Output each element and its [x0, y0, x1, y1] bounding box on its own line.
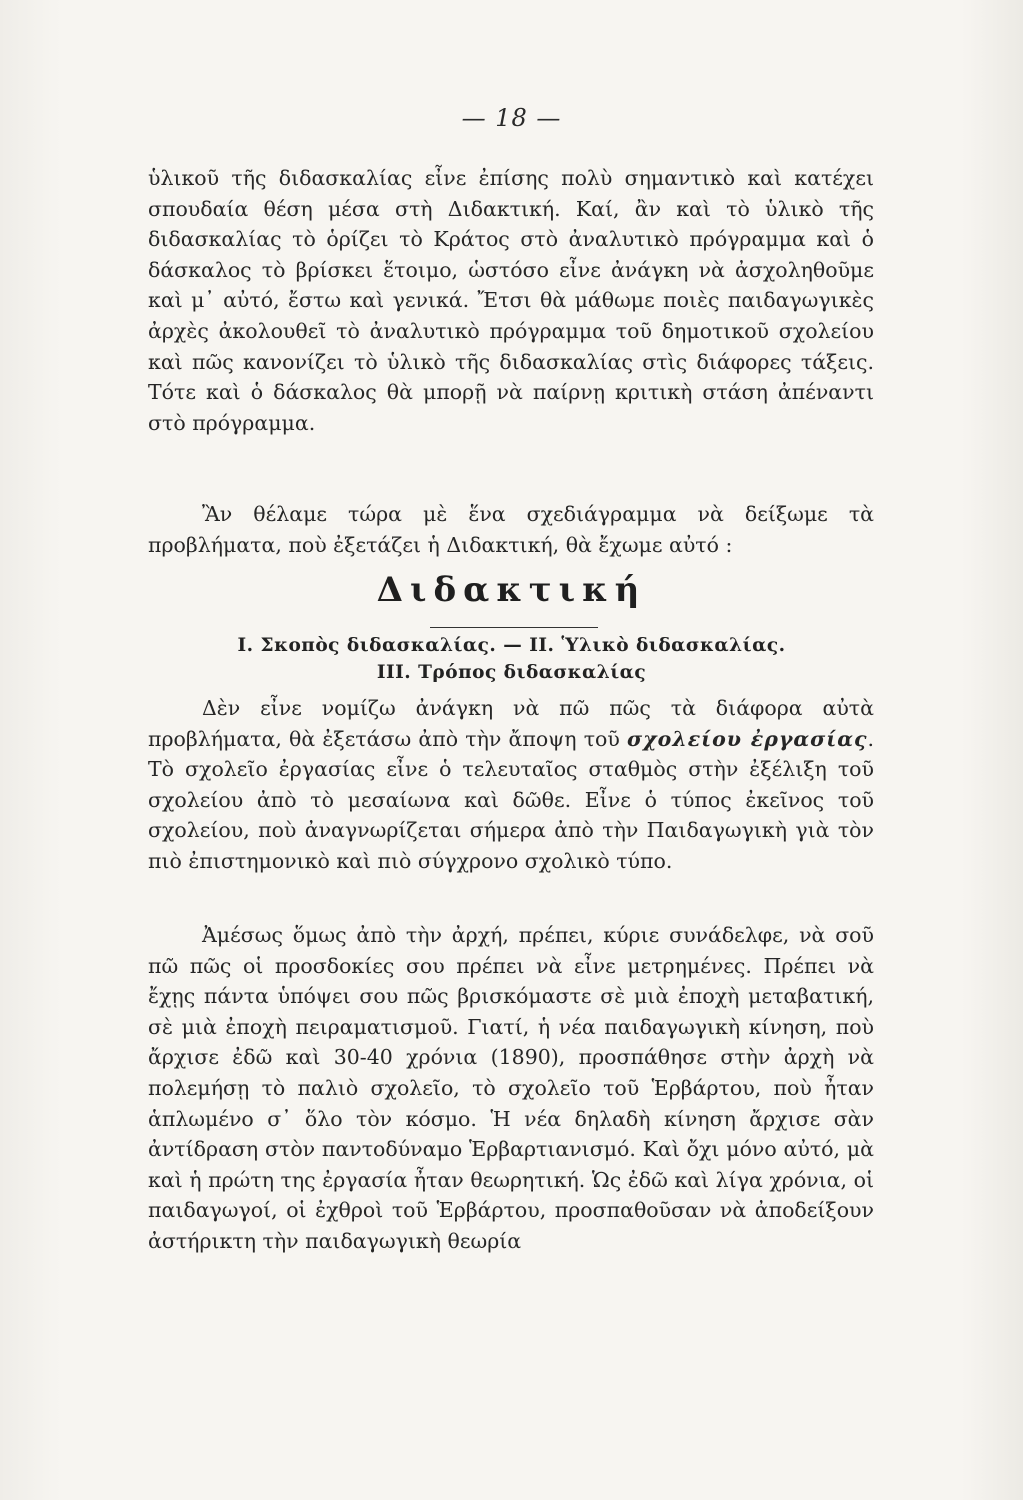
paragraph-block-3: [148, 693, 874, 877]
section-heading: Διδακτική: [376, 570, 647, 610]
paragraph-block-1: [148, 163, 874, 438]
emphasized-term: σχολείου ἐργασίας: [627, 726, 868, 751]
paragraph: Ἀμέσως ὅμως ἀπὸ τὴν ἀρχή, πρέπει, κύριε συνάδελφε, νὰ σοῦ πῶ πῶς οἱ προσδοκίες σου πρέπει νὰ εἶνε μετρημένες. Πρέπει νὰ ἔχῃς πάντα ὑπόψει σου πῶς βρισκόμαστε σὲ μιὰ ἐποχὴ μεταβατική, σὲ μιὰ ἐποχὴ πειραματισμοῦ. Γιατί, ἡ νέα παιδαγωγικὴ κίνηση, ποὺ ἄρχισε ἐδῶ καὶ 30-40 χρόνια (1890), προσπάθησε στὴν ἀρχὴ νὰ πολεμήσῃ τὸ παλιὸ σχολεῖο, τὸ σχολεῖο τοῦ Ἑρβάρτου, ποὺ ἦταν ἁπλωμένο σ᾿ ὅλο τὸν κόσμο. Ἡ νέα δηλαδὴ κίνηση ἄρχισε σὰν ἀντίδραση στὸν παντοδύναμο Ἑρβαρτιανισμό. Καὶ ὄχι μόνο αὐτό, μὰ καὶ ἡ πρώτη της ἐργασία ἦταν θεωρητική. Ὡς ἐδῶ καὶ λίγα χρόνια, οἱ παιδαγωγοί, οἱ ἐχθροὶ τοῦ Ἑρβάρτου, προσπαθοῦσαν νὰ ἀποδείξουν ἀστήρικτη τὴν παιδαγωγικὴ θεωρία: [148, 923, 874, 1253]
outline-line-1: I. Σκοπὸς διδασκαλίας. — II. Ὑλικὸ διδασκαλίας.: [237, 635, 786, 656]
page-number: — 18 —: [461, 104, 562, 132]
paragraph: ὑλικοῦ τῆς διδασκαλίας εἶνε ἐπίσης πολὺ σημαντικὸ καὶ κατέχει σπουδαία θέση μέσα στὴ Διδακτική. Καί, ἂν καὶ τὸ ὑλικὸ τῆς διδασκαλίας τὸ ὁρίζει τὸ Κράτος στὸ ἀναλυτικὸ πρόγραμμα καὶ ὁ δάσκαλος τὸ βρίσκει ἕτοιμο, ὡστόσο εἶνε ἀνάγκη νὰ ἀσχοληθοῦμε καὶ μ᾿ αὐτό, ἔστω καὶ γενικά. Ἔτσι θὰ μάθωμε ποιὲς παιδαγωγικὲς ἀρχὲς ἀκολουθεῖ τὸ ἀναλυτικὸ πρόγραμμα τοῦ δημοτικοῦ σχολείου καὶ πῶς κανονίζει τὸ ὑλικὸ τῆς διδασκαλίας στὶς διάφορες τάξεις. Τότε καὶ ὁ δάσκαλος θὰ μπορῇ νὰ παίρνῃ κριτικὴ στάση ἀπέναντι στὸ πρόγραμμα.: [148, 166, 874, 435]
heading-underline: [430, 627, 598, 628]
paragraph-block-2: [148, 499, 874, 560]
paragraph: [148, 693, 874, 877]
paragraph-text: Δὲν εἶνε νομίζω ἀνάγκη νὰ πῶ πῶς τὰ διάφορα αὐτὰ προβλήματα, θὰ ἐξετάσω ἀπὸ τὴν ἄποψη τοῦ: [148, 696, 874, 751]
outline-line-2: III. Τρόπος διδασκαλίας: [376, 662, 647, 683]
paragraph-text: . Τὸ σχολεῖο ἐργασίας εἶνε ὁ τελευταῖος σταθμὸς στὴν ἐξέλιξη τοῦ σχολείου ἀπὸ τὸ μεσαίωνα καὶ δῶθε. Εἶνε ὁ τύπος ἐκεῖνος τοῦ σχολείου, ποὺ ἀναγνωρίζεται σήμερα ἀπὸ τὴν Παιδαγωγικὴ γιὰ τὸν πιὸ ἐπιστημονικὸ καὶ πιὸ σύγχρονο σχολικὸ τύπο.: [148, 726, 875, 873]
paragraph-block-4: [148, 920, 874, 1257]
paragraph: Ἂν θέλαμε τώρα μὲ ἕνα σχεδιάγραμμα νὰ δείξωμε τὰ προβλήματα, ποὺ ἐξετάζει ἡ Διδακτική, θὰ ἔχωμε αὐτό :: [148, 502, 874, 557]
